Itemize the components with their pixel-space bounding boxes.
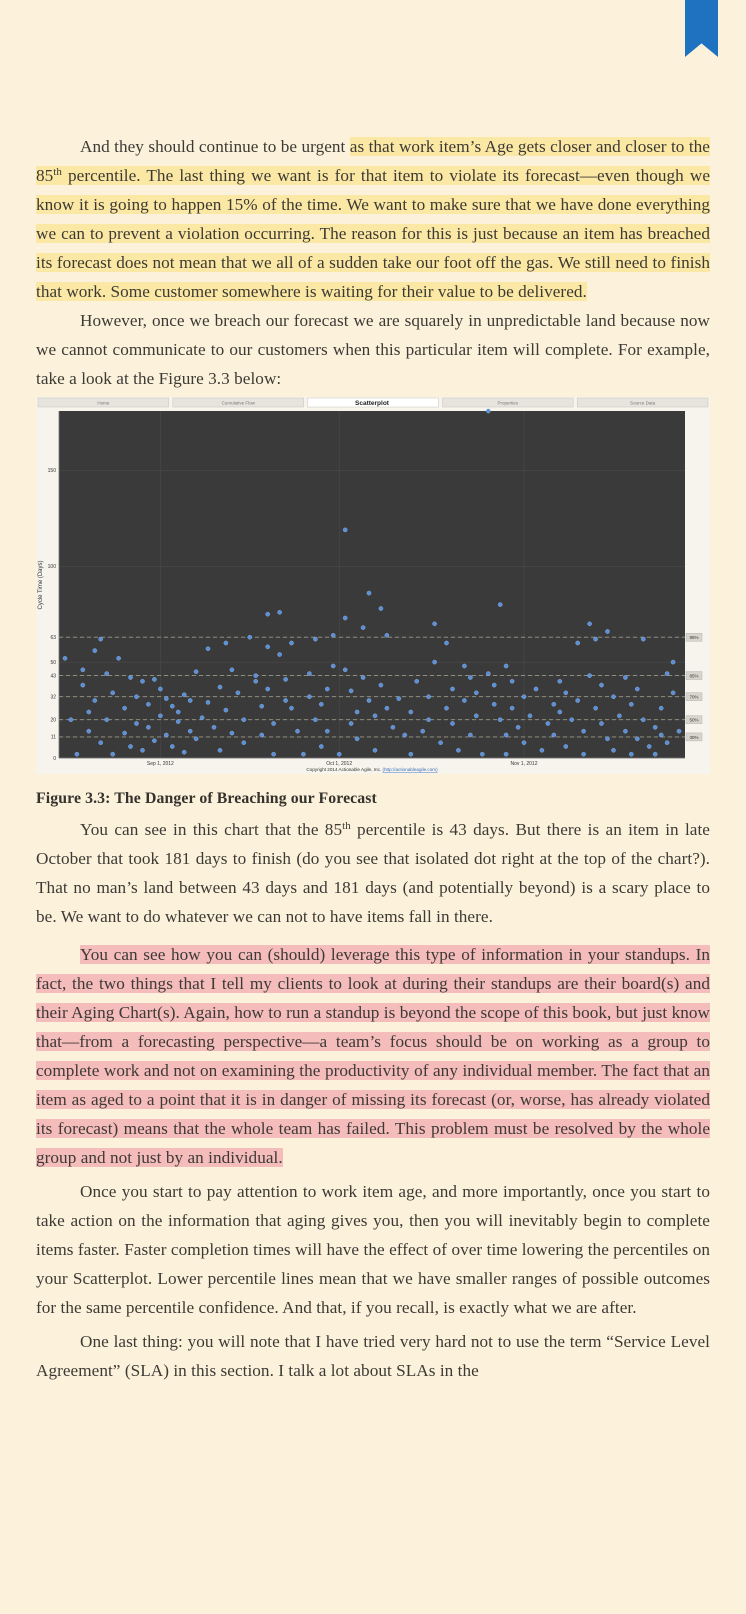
data-point <box>158 714 162 718</box>
data-point <box>295 729 299 733</box>
data-point <box>403 733 407 737</box>
data-point <box>111 752 115 756</box>
data-point <box>564 744 568 748</box>
data-point <box>99 637 103 641</box>
paragraph-1 <box>36 132 710 306</box>
data-point <box>379 683 383 687</box>
data-point <box>409 752 413 756</box>
data-point <box>69 718 73 722</box>
figure-caption: Figure 3.3: The Danger of Breaching our Forecast <box>36 790 377 807</box>
data-point <box>665 672 669 676</box>
bookmark-icon[interactable] <box>685 0 718 57</box>
data-point <box>379 606 383 610</box>
data-point <box>206 647 210 651</box>
data-point <box>81 668 85 672</box>
data-point <box>81 683 85 687</box>
paragraph-2: However, once we breach our forecast we are squarely in unpredictable land because now we cannot communicate to our customers when this particular item will complete. For example, take a look at the Figure 3.3 below: <box>36 311 710 388</box>
data-point <box>498 603 502 607</box>
data-point <box>444 706 448 710</box>
data-point <box>87 729 91 733</box>
data-point <box>373 748 377 752</box>
data-point <box>140 679 144 683</box>
data-point <box>599 683 603 687</box>
data-point <box>206 700 210 704</box>
y-tick-label: 32 <box>50 694 56 701</box>
data-point <box>671 660 675 664</box>
data-point <box>218 748 222 752</box>
data-point <box>170 744 174 748</box>
data-point <box>576 641 580 645</box>
data-point <box>385 706 389 710</box>
x-tick-label: Nov 1, 2012 <box>510 761 538 767</box>
data-point <box>128 675 132 679</box>
data-point <box>456 748 460 752</box>
highlight-yellow[interactable]: as that work item’s Age gets closer and closer to the 85th percentile. The last thing we want is for that item to violate its forecast—even though we know it is going to happen 15% of the time. We want to make sure that we have done everything we can to prevent a violation occurring. The reason for this is just because an item has breached its forecast does not mean that we all of a sudden take our foot off the gas. We still need to finish that work. Some customer somewhere is waiting for their value to be delivered. <box>36 137 710 301</box>
data-point <box>617 714 621 718</box>
data-point <box>230 668 234 672</box>
data-point <box>164 733 168 737</box>
data-point <box>594 637 598 641</box>
data-point <box>194 737 198 741</box>
data-point <box>301 752 305 756</box>
x-tick-label: Sep 1, 2012 <box>146 761 174 767</box>
data-point <box>236 691 240 695</box>
data-point <box>343 616 347 620</box>
data-point <box>552 733 556 737</box>
data-point <box>462 664 466 668</box>
data-point <box>504 664 508 668</box>
data-point <box>152 739 156 743</box>
data-point <box>93 649 97 653</box>
data-point <box>325 729 329 733</box>
data-point <box>528 714 532 718</box>
data-point <box>319 702 323 706</box>
data-point <box>504 752 508 756</box>
data-point <box>272 721 276 725</box>
data-point <box>433 622 437 626</box>
data-point <box>492 683 496 687</box>
data-point <box>355 710 359 714</box>
data-point <box>510 706 514 710</box>
data-point <box>540 748 544 752</box>
y-axis-label: Cycle Time (Days) <box>38 560 44 610</box>
paragraph-3: You can see in this chart that the 85th percentile is 43 days. But there is an item in late October that took 181 days to finish (do you see that isolated dot right at the top of the chart?). That no man’s land between 43 days and 181 days (and potentially beyond) is a scary place to be. We want to do whatever we can not to have items fall in there. <box>36 820 710 926</box>
data-point <box>588 622 592 626</box>
data-point <box>87 710 91 714</box>
data-point <box>421 729 425 733</box>
tab-label: Properties <box>497 400 519 406</box>
data-point <box>361 675 365 679</box>
x-tick-label: Oct 1, 2012 <box>326 761 353 767</box>
data-point <box>641 718 645 722</box>
data-point <box>170 704 174 708</box>
data-point <box>331 664 335 668</box>
data-point <box>164 697 168 701</box>
data-point <box>552 702 556 706</box>
y-tick-label: 63 <box>50 635 56 642</box>
data-point <box>558 710 562 714</box>
data-point <box>611 695 615 699</box>
data-point <box>468 675 472 679</box>
data-point <box>504 733 508 737</box>
data-point <box>337 752 341 756</box>
data-point <box>254 679 258 683</box>
data-point <box>522 695 526 699</box>
data-point <box>123 706 127 710</box>
data-point <box>254 674 258 678</box>
data-point <box>427 695 431 699</box>
data-point <box>242 741 246 745</box>
data-point <box>325 687 329 691</box>
data-point <box>474 691 478 695</box>
data-point <box>397 697 401 701</box>
data-point <box>313 637 317 641</box>
data-point <box>516 725 520 729</box>
data-point <box>582 752 586 756</box>
data-point <box>278 652 282 656</box>
data-point <box>594 706 598 710</box>
data-point <box>152 677 156 681</box>
data-point <box>105 672 109 676</box>
data-point <box>480 752 484 756</box>
percentile-label: 85% <box>689 673 699 679</box>
percentile-label: 30% <box>689 734 699 740</box>
data-point <box>486 409 490 413</box>
percentile-label: 50% <box>689 717 699 723</box>
data-point <box>653 725 657 729</box>
data-point <box>605 629 609 633</box>
data-point <box>659 706 663 710</box>
data-point <box>468 733 472 737</box>
data-point <box>134 721 138 725</box>
data-point <box>367 591 371 595</box>
data-point <box>158 687 162 691</box>
data-point <box>212 725 216 729</box>
data-point <box>641 637 645 641</box>
data-point <box>647 744 651 748</box>
data-point <box>367 698 371 702</box>
data-point <box>564 691 568 695</box>
data-point <box>188 698 192 702</box>
chart-title: Scatterplot <box>355 400 389 407</box>
data-point <box>266 612 270 616</box>
data-point <box>629 752 633 756</box>
data-point <box>224 641 228 645</box>
data-point <box>284 698 288 702</box>
data-point <box>63 656 67 660</box>
data-point <box>284 677 288 681</box>
data-point <box>176 720 180 724</box>
data-point <box>409 710 413 714</box>
data-point <box>278 610 282 614</box>
data-point <box>659 733 663 737</box>
data-point <box>99 741 103 745</box>
y-tick-label: 43 <box>50 673 56 680</box>
highlight-red[interactable]: You can see how you can (should) leverage this type of information in your standups. In fact, the two things that I tell my clients to look at during their standups are their board(s) and their Aging Chart(s). Again, how to run a standup is beyond the scope of this book, but just know that—from a forecasting perspective—a team’s focus should be on working as a group to complete work and not on examining the productivity of any individual member. The fact that an item as aged to a point that it is in danger of missing its forecast (or, worse, has already violated its forecast) means that the whole team has failed. This problem must be resolved by the whole group and not just by an individual. <box>36 945 710 1167</box>
data-point <box>355 737 359 741</box>
tab-label: Source Data <box>630 400 656 406</box>
data-point <box>266 645 270 649</box>
data-point <box>605 737 609 741</box>
data-point <box>427 718 431 722</box>
data-point <box>75 752 79 756</box>
percentile-label: 95% <box>689 635 699 641</box>
data-point <box>134 695 138 699</box>
data-point <box>117 656 121 660</box>
data-point <box>433 660 437 664</box>
y-tick-label: 0 <box>53 755 56 762</box>
data-point <box>260 704 264 708</box>
data-point <box>146 702 150 706</box>
data-point <box>665 741 669 745</box>
data-point <box>570 718 574 722</box>
data-point <box>230 731 234 735</box>
data-point <box>182 750 186 754</box>
data-point <box>415 679 419 683</box>
data-point <box>224 708 228 712</box>
data-point <box>343 668 347 672</box>
data-point <box>653 752 657 756</box>
data-point <box>558 679 562 683</box>
data-point <box>522 741 526 745</box>
data-point <box>373 714 377 718</box>
data-point <box>623 675 627 679</box>
data-point <box>391 725 395 729</box>
y-tick-label: 50 <box>50 659 56 666</box>
data-point <box>450 721 454 725</box>
data-point <box>349 689 353 693</box>
data-point <box>349 721 353 725</box>
data-point <box>260 733 264 737</box>
data-point <box>588 674 592 678</box>
data-point <box>272 752 276 756</box>
data-point <box>474 714 478 718</box>
book-page <box>36 132 710 1385</box>
data-point <box>93 698 97 702</box>
data-point <box>140 748 144 752</box>
tab-label: Cumulative Flow <box>221 400 255 406</box>
data-point <box>307 672 311 676</box>
data-point <box>105 718 109 722</box>
scatterplot-chart <box>36 397 710 774</box>
percentile-label: 70% <box>689 694 699 700</box>
paragraph-1-text: And they should continue to be urgent <box>80 137 350 156</box>
data-point <box>111 691 115 695</box>
data-point <box>289 641 293 645</box>
data-point <box>534 687 538 691</box>
data-point <box>462 698 466 702</box>
data-point <box>313 718 317 722</box>
tab-label: Home <box>97 400 110 406</box>
data-point <box>510 679 514 683</box>
data-point <box>623 729 627 733</box>
data-point <box>123 731 127 735</box>
data-point <box>635 687 639 691</box>
data-point <box>182 693 186 697</box>
plot-area <box>59 411 685 758</box>
y-tick-label: 150 <box>47 468 56 475</box>
data-point <box>450 687 454 691</box>
data-point <box>319 744 323 748</box>
data-point <box>266 687 270 691</box>
y-tick-label: 11 <box>50 734 56 741</box>
paragraph-6: One last thing: you will note that I have tried very hard not to use the term “Service Level Agreement” (SLA) in this section. I talk a lot about SLAs in the <box>36 1332 710 1380</box>
data-point <box>385 633 389 637</box>
data-point <box>611 748 615 752</box>
data-point <box>128 744 132 748</box>
data-point <box>218 685 222 689</box>
data-point <box>492 702 496 706</box>
data-point <box>582 729 586 733</box>
data-point <box>599 721 603 725</box>
figure-3-3 <box>36 397 710 774</box>
data-point <box>671 691 675 695</box>
data-point <box>635 737 639 741</box>
data-point <box>361 626 365 630</box>
data-point <box>200 716 204 720</box>
copyright-text: Copyright 2014 Actionable Agile, Inc. (http://actionableagile.com) <box>306 767 438 772</box>
data-point <box>576 698 580 702</box>
data-point <box>486 672 490 676</box>
data-point <box>439 741 443 745</box>
data-point <box>146 725 150 729</box>
data-point <box>629 702 633 706</box>
y-tick-label: 100 <box>47 564 56 571</box>
y-tick-label: 20 <box>50 717 56 724</box>
data-point <box>677 729 681 733</box>
data-point <box>307 695 311 699</box>
data-point <box>546 721 550 725</box>
data-point <box>498 718 502 722</box>
data-point <box>242 718 246 722</box>
data-point <box>248 635 252 639</box>
data-point <box>188 729 192 733</box>
data-point <box>176 710 180 714</box>
paragraph-4 <box>36 940 710 1172</box>
data-point <box>289 706 293 710</box>
data-point <box>343 528 347 532</box>
paragraph-5: Once you start to pay attention to work item age, and more importantly, once you start to take action on the information that aging gives you, then you will inevitably begin to complete items faster. Faster completion times will have the effect of over time lowering the percentiles on your Scatterplot. Lower percentile lines mean that we have smaller ranges of possible outcomes for the same percentile confidence. And that, if you recall, is exactly what we are after. <box>36 1182 710 1317</box>
data-point <box>331 633 335 637</box>
data-point <box>194 670 198 674</box>
data-point <box>444 641 448 645</box>
